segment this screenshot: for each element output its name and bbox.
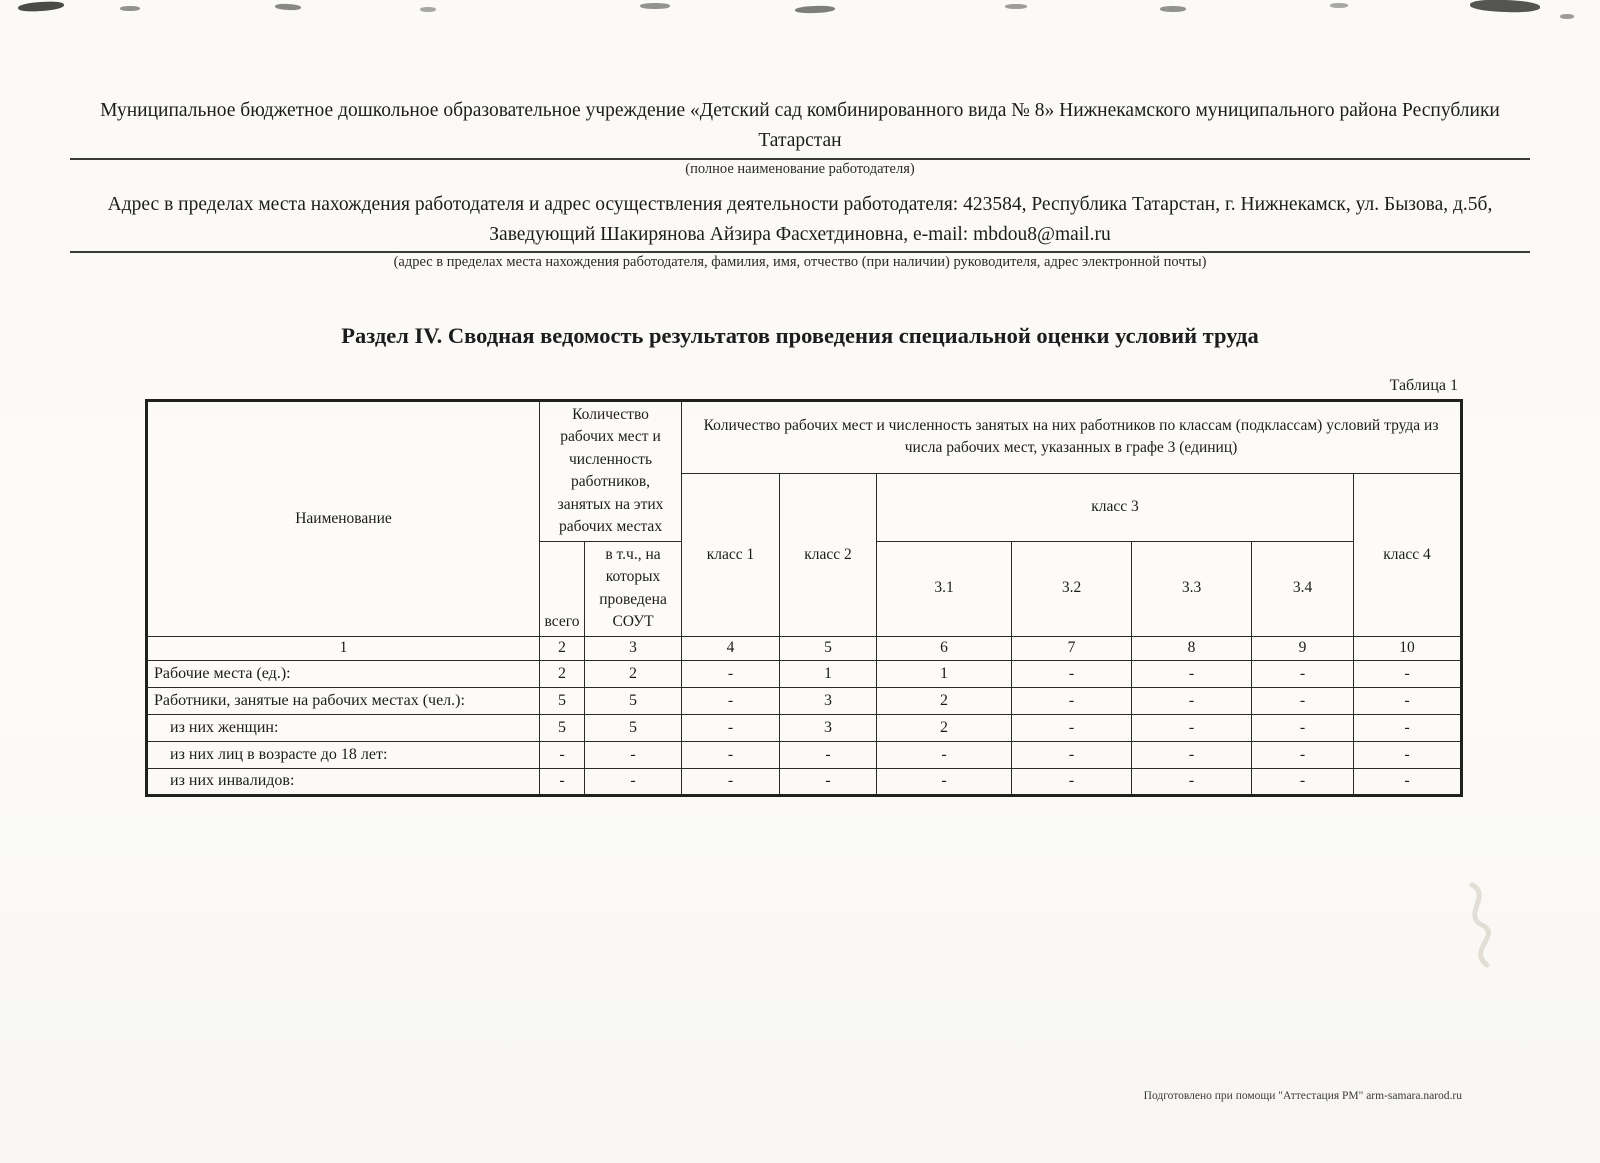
table-cell: 3 xyxy=(780,687,877,714)
table-cell: - xyxy=(1252,741,1354,768)
table-cell: - xyxy=(1012,741,1132,768)
table-cell: - xyxy=(585,741,682,768)
table-cell: - xyxy=(1132,768,1252,795)
table-cell: - xyxy=(877,768,1012,795)
table-cell: - xyxy=(1354,660,1462,687)
table-cell: - xyxy=(1012,714,1132,741)
col-header-3-1: 3.1 xyxy=(877,541,1012,636)
table-cell: - xyxy=(1132,741,1252,768)
table-cell: - xyxy=(1354,768,1462,795)
col-header-name: Наименование xyxy=(147,400,540,636)
table-cell: - xyxy=(1354,687,1462,714)
table-cell: 2 xyxy=(877,714,1012,741)
table-cell: - xyxy=(682,660,780,687)
col-group-workplaces: Количество рабочих мест и численность работников, занятых на этих рабочих местах xyxy=(540,400,682,541)
table-cell: - xyxy=(540,741,585,768)
table-row xyxy=(147,768,1462,795)
table-row xyxy=(147,714,1462,741)
table-cell: 1 xyxy=(780,660,877,687)
table-cell: 3 xyxy=(780,714,877,741)
employer-address-caption: (адрес в пределах места нахождения работодателя, фамилия, имя, отчество (при наличии) руководителя, адрес электронной почты) xyxy=(393,253,1207,270)
table-cell: - xyxy=(877,741,1012,768)
table-cell: - xyxy=(1354,714,1462,741)
col-header-class1: класс 1 xyxy=(682,473,780,636)
col-number: 6 xyxy=(877,636,1012,660)
col-number: 5 xyxy=(780,636,877,660)
col-header-3-2: 3.2 xyxy=(1012,541,1132,636)
col-number: 8 xyxy=(1132,636,1252,660)
table-cell: - xyxy=(1012,660,1132,687)
col-number: 10 xyxy=(1354,636,1462,660)
col-header-class3: класс 3 xyxy=(877,473,1354,541)
col-group-classes: Количество рабочих мест и численность занятых на них работников по классам (подклассам) условий труда из числа рабочих мест, указанных в графе 3 (единиц) xyxy=(682,400,1462,473)
table-cell: - xyxy=(682,741,780,768)
row-label: Работники, занятые на рабочих местах (чел.): xyxy=(147,687,540,714)
table-cell: 2 xyxy=(585,660,682,687)
table-row xyxy=(147,660,1462,687)
table-cell: - xyxy=(682,687,780,714)
table-cell: - xyxy=(780,741,877,768)
col-number: 7 xyxy=(1012,636,1132,660)
col-number: 4 xyxy=(682,636,780,660)
employer-name-caption: (полное наименование работодателя) xyxy=(685,161,915,178)
table-cell: - xyxy=(1132,660,1252,687)
table-cell: 5 xyxy=(585,714,682,741)
table-cell: - xyxy=(1252,660,1354,687)
employer-address-block xyxy=(70,190,1530,271)
row-label: из них лиц в возрасте до 18 лет: xyxy=(147,741,540,768)
table-cell: - xyxy=(682,768,780,795)
row-label: из них инвалидов: xyxy=(147,768,540,795)
table-cell: - xyxy=(1354,741,1462,768)
employer-address: Адрес в пределах места нахождения работодателя и адрес осуществления деятельности работодателя: 423584, Республика Татарстан, г. Нижнекамск, ул. Бызова, д.5б, Заведующий Шакирянова Айзира Фасхетдиновна, e-mail: mbdou8@mail.ru xyxy=(70,190,1530,253)
table-cell: 5 xyxy=(540,687,585,714)
table-cell: - xyxy=(1252,714,1354,741)
table-cell: 5 xyxy=(540,714,585,741)
table-cell: - xyxy=(1252,768,1354,795)
employer-name-block xyxy=(70,96,1530,178)
row-label: из них женщин: xyxy=(147,714,540,741)
col-number: 2 xyxy=(540,636,585,660)
table-cell: - xyxy=(1132,687,1252,714)
employer-name: Муниципальное бюджетное дошкольное образовательное учреждение «Детский сад комбинированного вида № 8» Нижнекамского муниципального района Республики Татарстан xyxy=(70,96,1530,160)
col-number: 1 xyxy=(147,636,540,660)
table-cell: - xyxy=(682,714,780,741)
footer-note: Подготовлено при помощи "Аттестация РМ" arm-samara.narod.ru xyxy=(1143,1090,1462,1102)
table-cell: - xyxy=(1012,768,1132,795)
col-header-sout: в т.ч., на которых проведена СОУТ xyxy=(585,541,682,636)
summary-table xyxy=(145,399,1463,797)
table-cell: 2 xyxy=(877,687,1012,714)
table-cell: - xyxy=(1252,687,1354,714)
col-number: 9 xyxy=(1252,636,1354,660)
table-row xyxy=(147,741,1462,768)
table-cell: 2 xyxy=(540,660,585,687)
row-label: Рабочие места (ед.): xyxy=(147,660,540,687)
table-cell: - xyxy=(780,768,877,795)
col-header-class2: класс 2 xyxy=(780,473,877,636)
column-number-row xyxy=(147,636,1462,660)
table-cell: 1 xyxy=(877,660,1012,687)
col-header-3-4: 3.4 xyxy=(1252,541,1354,636)
col-number: 3 xyxy=(585,636,682,660)
scan-smudge xyxy=(1452,880,1512,970)
table-row xyxy=(147,687,1462,714)
table-cell: 5 xyxy=(585,687,682,714)
section-title: Раздел IV. Сводная ведомость результатов проведения специальной оценки условий труда xyxy=(341,322,1259,348)
table-cell: - xyxy=(540,768,585,795)
table-cell: - xyxy=(585,768,682,795)
col-header-class4: класс 4 xyxy=(1354,473,1462,636)
col-header-3-3: 3.3 xyxy=(1132,541,1252,636)
table-cell: - xyxy=(1132,714,1252,741)
col-header-total: всего xyxy=(540,541,585,636)
table-cell: - xyxy=(1012,687,1132,714)
table-label: Таблица 1 xyxy=(1389,376,1458,394)
